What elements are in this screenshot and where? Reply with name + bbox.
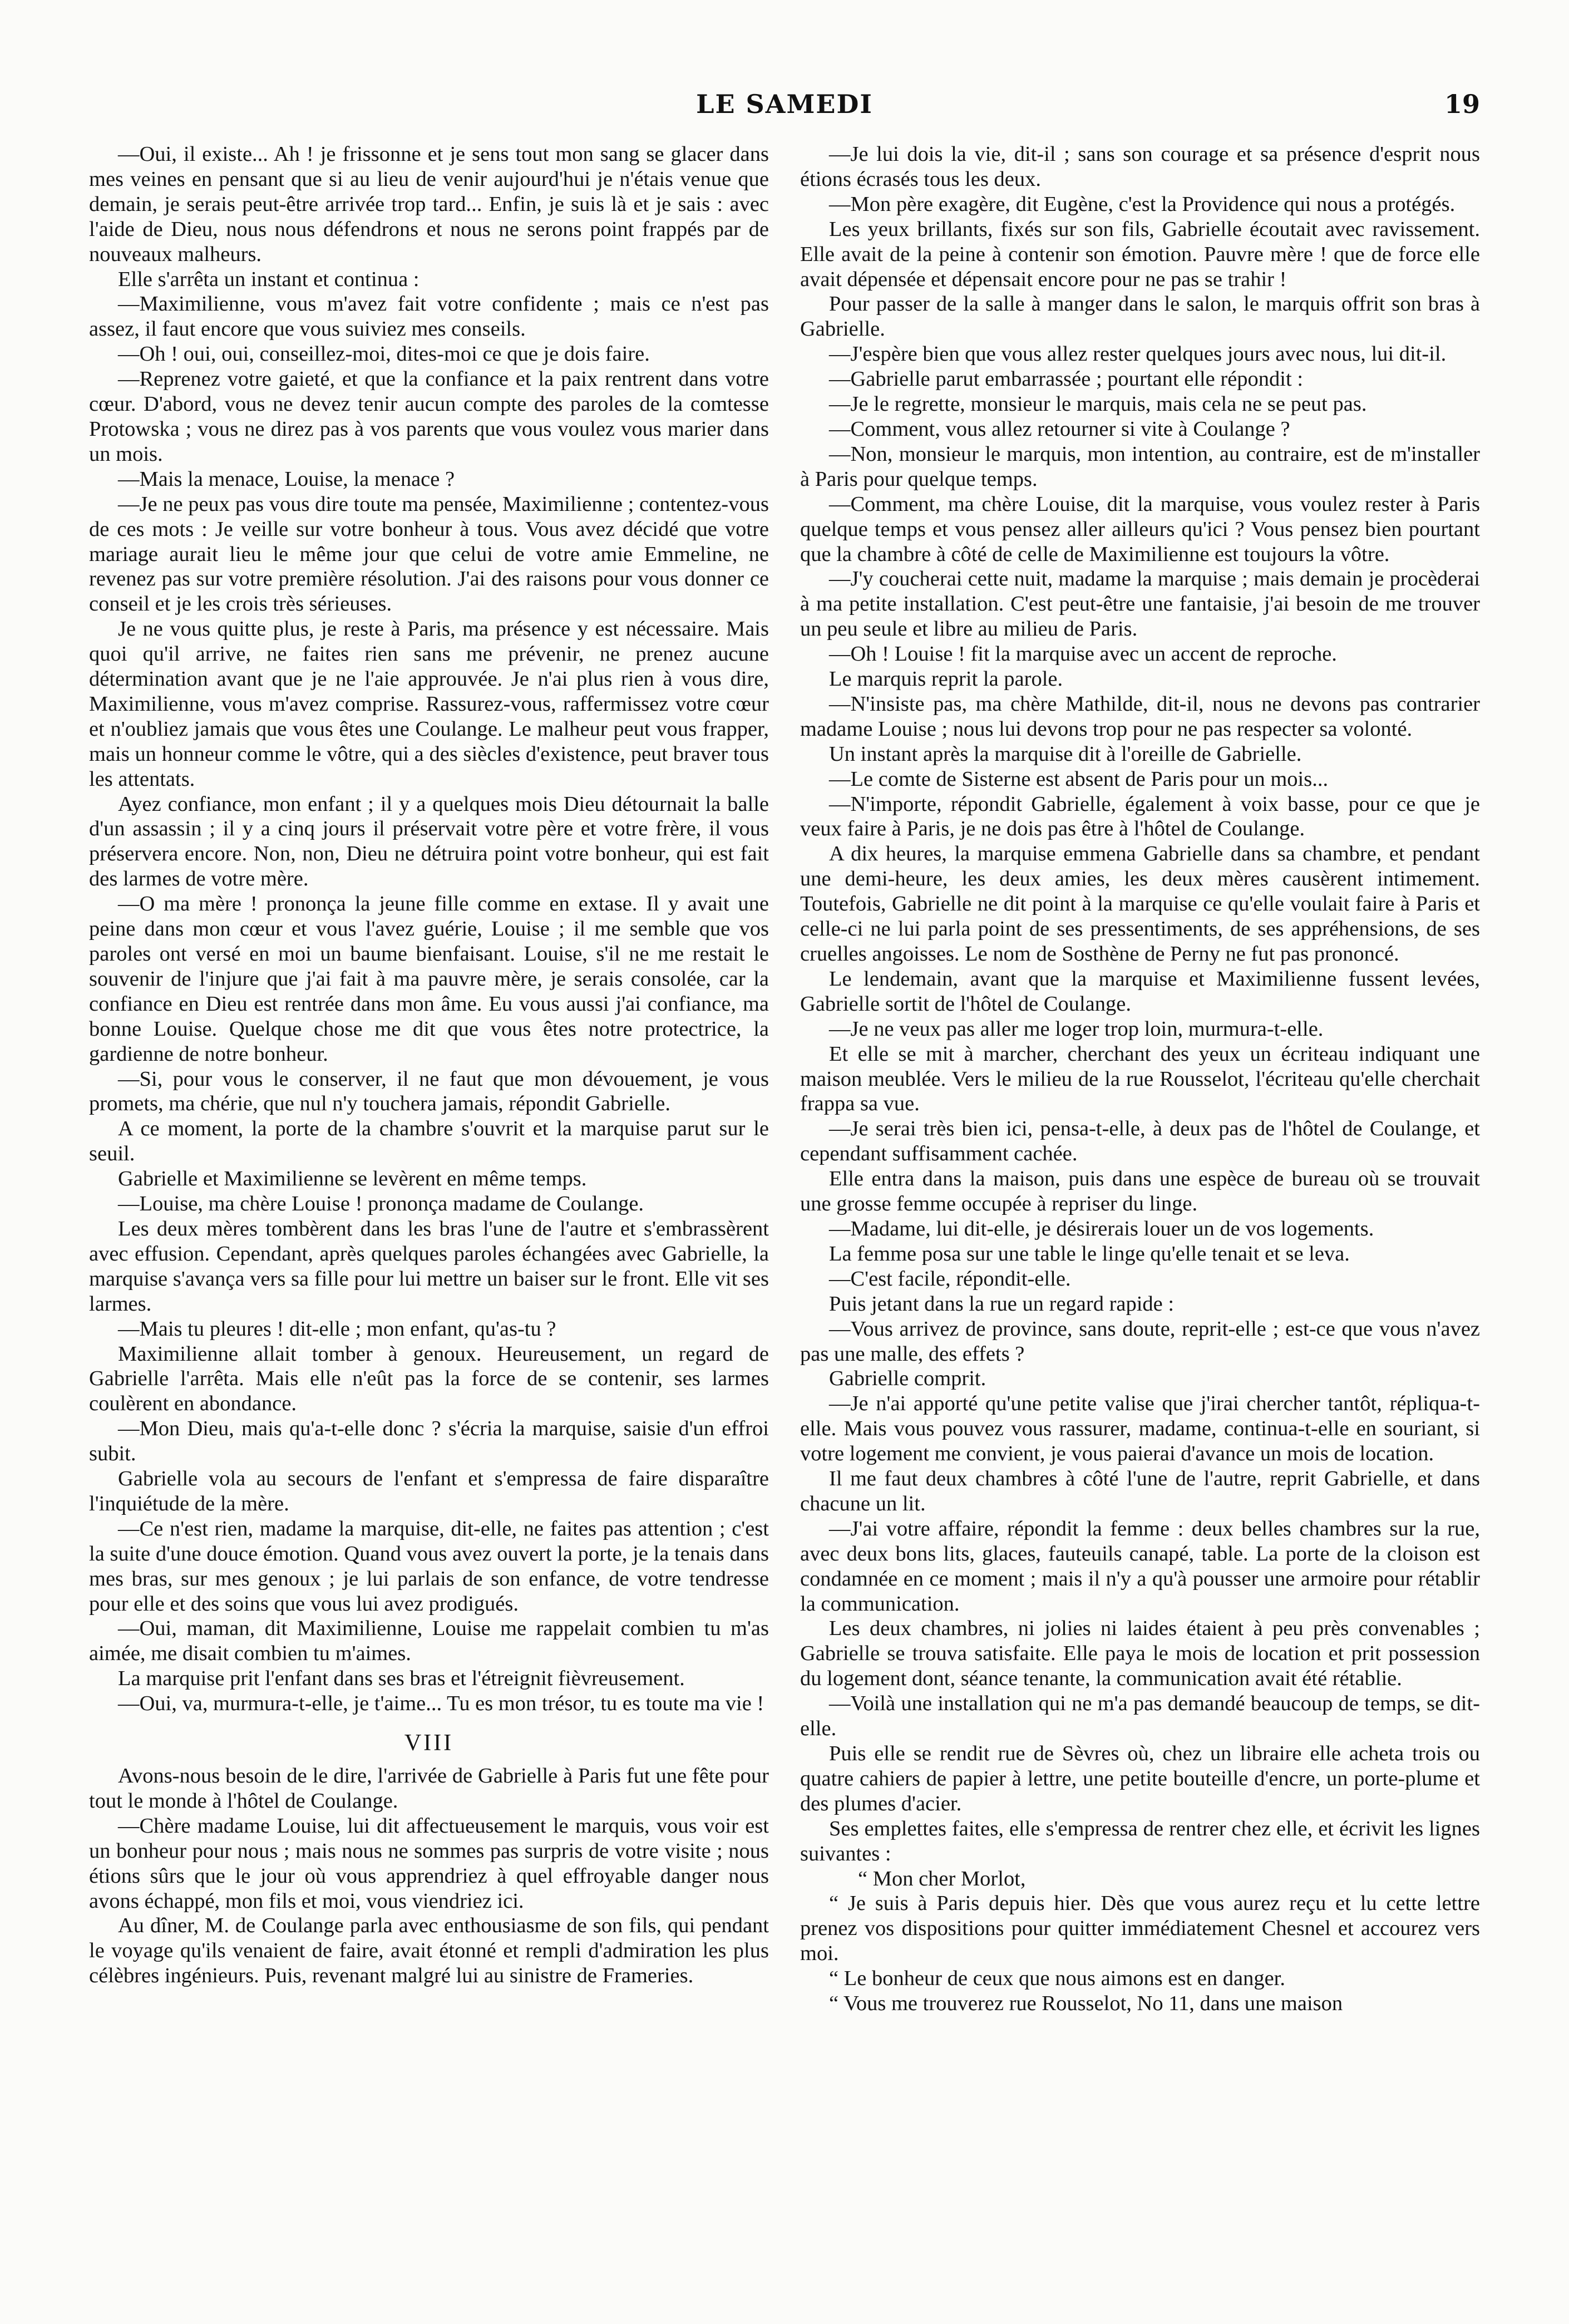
letter-line: “ Le bonheur de ceux que nous aimons est en danger. bbox=[829, 1967, 1286, 1991]
paragraph: —N'insiste pas, ma chère Mathilde, dit-il, nous ne devons pas contrarier madame Louise ; nous lui devons trop pour ne pas respecter sa volonté. bbox=[800, 692, 1480, 741]
paragraph: —C'est facile, répondit-elle. bbox=[829, 1267, 1071, 1291]
paragraph: —Oui, va, murmura-t-elle, je t'aime... Tu es mon trésor, tu es toute ma vie ! bbox=[118, 1692, 764, 1716]
paragraph: —Je ne veux pas aller me loger trop loin, murmura-t-elle. bbox=[829, 1017, 1324, 1041]
letter-line: “ Je suis à Paris depuis hier. Dès que vous aurez reçu et lu cette lettre prenez vos dispositions pour quitter immédiatement Chesnel et accourez vers moi. bbox=[800, 1892, 1480, 1966]
paragraph: Puis jetant dans la rue un regard rapide : bbox=[829, 1292, 1175, 1316]
paragraph: Il me faut deux chambres à côté l'une de l'autre, reprit Gabrielle, et dans chacune un lit. bbox=[800, 1467, 1480, 1515]
paragraph: Le marquis reprit la parole. bbox=[829, 667, 1063, 691]
paragraph: Ses emplettes faites, elle s'empressa de rentrer chez elle, et écrivit les lignes suivantes : bbox=[800, 1816, 1480, 1865]
paragraph: —J'ai votre affaire, répondit la femme : deux belles chambres sur la rue, avec deux bons lits, glaces, fauteuils canapé, table. La porte de la cloison est condamnée en ce moment ; mais il n'y a qu'à pousser une armoire pour rétablir la communication. bbox=[800, 1516, 1480, 1616]
paragraph: Elle s'arrêta un instant et continua : bbox=[118, 267, 420, 291]
left-column bbox=[89, 142, 769, 1988]
paragraph: Et elle se mit à marcher, cherchant des yeux un écriteau indiquant une maison meublée. Vers le milieu de la rue Rousselot, l'écriteau qu'elle cherchait frappa sa vue. bbox=[800, 1042, 1480, 1116]
paragraph: Avons-nous besoin de le dire, l'arrivée de Gabrielle à Paris fut une fête pour tout le monde à l'hôtel de Coulange. bbox=[89, 1764, 769, 1813]
paragraph: A dix heures, la marquise emmena Gabrielle dans sa chambre, et pendant une demi-heure, les deux amies, les deux mères causèrent intimement. Toutefois, Gabrielle ne dit point à la marquise ce qu'elle voulait faire à Paris et celle-ci ne lui parla point de ses pressentiments, de ses appréhensions, de ses cruelles angoisses. Le nom de Sosthène de Perny ne fut pas prononcé. bbox=[800, 842, 1480, 966]
letter-salutation: “ Mon cher Morlot, bbox=[858, 1867, 1026, 1890]
right-column bbox=[800, 142, 1480, 2016]
paragraph: —Oui, maman, dit Maximilienne, Louise me rappelait combien tu m'as aimée, me disait combien tu m'aimes. bbox=[89, 1617, 769, 1666]
paragraph: —J'y coucherai cette nuit, madame la marquise ; mais demain je procèderai à ma petite installation. C'est peut-être une fantaisie, j'ai besoin de me trouver un peu seule et libre au milieu de Paris. bbox=[800, 567, 1480, 641]
paragraph: A ce moment, la porte de la chambre s'ouvrit et la marquise parut sur le seuil. bbox=[89, 1117, 769, 1166]
paragraph: —Louise, ma chère Louise ! prononça madame de Coulange. bbox=[118, 1192, 644, 1216]
paragraph: Les yeux brillants, fixés sur son fils, Gabrielle écoutait avec ravissement. Elle avait de la peine à contenir son émotion. Pauvre mère ! que de force elle avait dépensée et dépensait encore pour ne pas se trahir ! bbox=[800, 217, 1480, 291]
section-heading: VIII bbox=[404, 1730, 454, 1756]
paragraph: Les deux chambres, ni jolies ni laides étaient à peu près convenables ; Gabrielle se trouva satisfaite. Elle paya le mois de location et prit possession du logement dont, séance tenante, la communication avait été rétablie. bbox=[800, 1617, 1480, 1691]
page-number: 19 bbox=[1444, 89, 1480, 119]
paragraph: —Reprenez votre gaieté, et que la confiance et la paix rentrent dans votre cœur. D'abord, vous ne devez tenir aucun compte des paroles de la comtesse Protowska ; vous ne direz pas à vos parents que vous voulez vous marier dans un mois. bbox=[89, 367, 769, 466]
page-header bbox=[89, 89, 1480, 134]
paragraph: —N'importe, répondit Gabrielle, également à voix basse, pour ce que je veux faire à Paris, je ne dois pas être à l'hôtel de Coulange. bbox=[800, 792, 1480, 841]
letter-line: “ Vous me trouverez rue Rousselot, No 11, dans une maison bbox=[829, 1992, 1343, 2016]
paragraph: —Oui, il existe... Ah ! je frissonne et je sens tout mon sang se glacer dans mes veines en pensant que si au lieu de venir aujourd'hui je n'étais venue que demain, je serais peut-être arrivée trop tard... Enfin, je suis là et je sais : avec l'aide de Dieu, nous nous défendrons et nous ne serons point frappés par de nouveaux malheurs. bbox=[89, 142, 769, 266]
paragraph: —Non, monsieur le marquis, mon intention, au contraire, est de m'installer à Paris pour quelque temps. bbox=[800, 442, 1480, 491]
paragraph: —Gabrielle parut embarrassée ; pourtant elle répondit : bbox=[829, 367, 1304, 391]
paragraph: —Mais tu pleures ! dit-elle ; mon enfant, qu'as-tu ? bbox=[118, 1317, 556, 1341]
paragraph: —Mais la menace, Louise, la menace ? bbox=[118, 467, 455, 491]
paragraph: —Madame, lui dit-elle, je désirerais louer un de vos logements. bbox=[829, 1217, 1374, 1240]
paragraph: Puis elle se rendit rue de Sèvres où, chez un libraire elle acheta trois ou quatre cahiers de papier à lettre, une petite bouteille d'encre, un porte-plume et des plumes d'acier. bbox=[800, 1742, 1480, 1815]
paragraph: —Mon père exagère, dit Eugène, c'est la Providence qui nous a protégés. bbox=[829, 192, 1455, 216]
paragraph: Je ne vous quitte plus, je reste à Paris, ma présence y est nécessaire. Mais quoi qu'il arrive, ne faites rien sans me prévenir, ne prenez aucune détermination avant que je ne l'aie approuvée. Je n'ai plus rien à vous dire, Maximilienne, vous m'avez comprise. Rassurez-vous, raffermissez votre cœur et n'oubliez jamais que vous êtes une Coulange. Le malheur peut vous frapper, mais un honneur comme le vôtre, qui a des siècles d'existence, peut braver tous les attentats. bbox=[89, 617, 769, 791]
paragraph: —J'espère bien que vous allez rester quelques jours avec nous, lui dit-il. bbox=[829, 342, 1447, 366]
paragraph: Le lendemain, avant que la marquise et Maximilienne fussent levées, Gabrielle sortit de l'hôtel de Coulange. bbox=[800, 967, 1480, 1016]
paragraph: La marquise prit l'enfant dans ses bras et l'étreignit fièvreusement. bbox=[118, 1667, 685, 1691]
paragraph: —Je n'ai apporté qu'une petite valise que j'irai chercher tantôt, répliqua-t-elle. Mais vous pouvez vous rassurer, madame, continua-t-elle en souriant, si votre logement me convient, je vous paierai d'avance un mois de location. bbox=[800, 1392, 1480, 1466]
paragraph: Maximilienne allait tomber à genoux. Heureusement, un regard de Gabrielle l'arrêta. Mais elle n'eût pas la force de se contenir, ses larmes coulèrent en abondance. bbox=[89, 1342, 769, 1416]
paragraph: —Chère madame Louise, lui dit affectueusement le marquis, vous voir est un bonheur pour nous ; mais nous ne sommes pas surpris de votre visite ; nous étions sûrs que le jour où vous apprendriez à quel effroyable danger nous avons échappé, mon fils et moi, vous viendriez ici. bbox=[89, 1814, 769, 1913]
paragraph: Les deux mères tombèrent dans les bras l'une de l'autre et s'embrassèrent avec effusion. Cependant, après quelques paroles échangées avec Gabrielle, la marquise s'avança vers sa fille pour lui mettre un baiser sur le front. Elle vit ses larmes. bbox=[89, 1217, 769, 1316]
paragraph: Gabrielle et Maximilienne se levèrent en même temps. bbox=[118, 1167, 587, 1191]
paragraph: —Comment, vous allez retourner si vite à Coulange ? bbox=[829, 417, 1290, 441]
paragraph: —Ce n'est rien, madame la marquise, dit-elle, ne faites pas attention ; c'est la suite d'une douce émotion. Quand vous avez ouvert la porte, je la tenais dans mes bras, sur mes genoux ; je lui parlais de son enfance, de votre tendresse pour elle et des soins que vous lui avez prodigués. bbox=[89, 1516, 769, 1616]
paragraph: Gabrielle comprit. bbox=[829, 1367, 986, 1391]
paragraph: —Je ne peux pas vous dire toute ma pensée, Maximilienne ; contentez-vous de ces mots : Je veille sur votre bonheur à tous. Vous avez décidé que votre mariage aurait lieu le même jour que celui de votre amie Emmeline, ne revenez pas sur votre première résolution. J'ai des raisons pour vous donner ce conseil et je les crois très sérieuses. bbox=[89, 492, 769, 616]
paragraph: Elle entra dans la maison, puis dans une espèce de bureau où se trouvait une grosse femme occupée à repriser du linge. bbox=[800, 1167, 1480, 1216]
paragraph: Pour passer de la salle à manger dans le salon, le marquis offrit son bras à Gabrielle. bbox=[800, 292, 1480, 341]
paragraph: —Si, pour vous le conserver, il ne faut que mon dévouement, je vous promets, ma chérie, que nul n'y touchera jamais, répondit Gabrielle. bbox=[89, 1067, 769, 1116]
paragraph: —Je serai très bien ici, pensa-t-elle, à deux pas de l'hôtel de Coulange, et cependant suffisamment cachée. bbox=[800, 1117, 1480, 1166]
paragraph: —Je le regrette, monsieur le marquis, mais cela ne se peut pas. bbox=[829, 392, 1367, 416]
paragraph: —Mon Dieu, mais qu'a-t-elle donc ? s'écria la marquise, saisie d'un effroi subit. bbox=[89, 1417, 769, 1466]
paragraph: —Je lui dois la vie, dit-il ; sans son courage et sa présence d'esprit nous étions écrasés tous les deux. bbox=[800, 142, 1480, 191]
paragraph: Un instant après la marquise dit à l'oreille de Gabrielle. bbox=[829, 742, 1302, 766]
running-title: LE SAMEDI bbox=[696, 89, 873, 119]
paragraph: Ayez confiance, mon enfant ; il y a quelques mois Dieu détournait la balle d'un assassin ; il y a cinq jours il préservait votre père et votre frère, il vous préservera encore. Non, non, Dieu ne détruira point votre bonheur, qui est fait des larmes de votre mère. bbox=[89, 792, 769, 891]
paragraph: Au dîner, M. de Coulange parla avec enthousiasme de son fils, qui pendant le voyage qu'ils venaient de faire, avait étonné et rempli d'admiration les plus célèbres ingénieurs. Puis, revenant malgré lui au sinistre de Frameries. bbox=[89, 1914, 769, 1988]
paragraph: —Vous arrivez de province, sans doute, reprit-elle ; est-ce que vous n'avez pas une malle, des effets ? bbox=[800, 1317, 1480, 1366]
paragraph: —Voilà une installation qui ne m'a pas demandé beaucoup de temps, se dit-elle. bbox=[800, 1692, 1480, 1741]
paragraph: —O ma mère ! prononça la jeune fille comme en extase. Il y avait une peine dans mon cœur et vous l'avez guérie, Louise ; il me semble que vos paroles ont versé en moi un baume bienfaisant. Louise, s'il ne me restait le souvenir de l'injure que j'ai fait à ma pauvre mère, je serais consolée, car la confiance en Dieu est rentrée dans mon âme. Eu vous aussi j'ai confiance, ma bonne Louise. Quelque chose me dit que vous êtes notre protectrice, la gardienne de notre bonheur. bbox=[89, 892, 769, 1066]
paragraph: La femme posa sur une table le linge qu'elle tenait et se leva. bbox=[829, 1242, 1350, 1266]
paragraph: —Oh ! oui, oui, conseillez-moi, dites-moi ce que je dois faire. bbox=[118, 342, 650, 366]
paragraph: —Comment, ma chère Louise, dit la marquise, vous voulez rester à Paris quelque temps et vous pensez aller ailleurs qu'ici ? Vous pensez bien pourtant que la chambre à côté de celle de Maximilienne est toujours la vôtre. bbox=[800, 492, 1480, 566]
paragraph: —Le comte de Sisterne est absent de Paris pour un mois... bbox=[829, 767, 1329, 791]
paragraph: —Oh ! Louise ! fit la marquise avec un accent de reproche. bbox=[829, 642, 1337, 666]
paragraph: Gabrielle vola au secours de l'enfant et s'empressa de faire disparaître l'inquiétude de la mère. bbox=[89, 1467, 769, 1515]
paragraph: —Maximilienne, vous m'avez fait votre confidente ; mais ce n'est pas assez, il faut encore que vous suiviez mes conseils. bbox=[89, 292, 769, 341]
